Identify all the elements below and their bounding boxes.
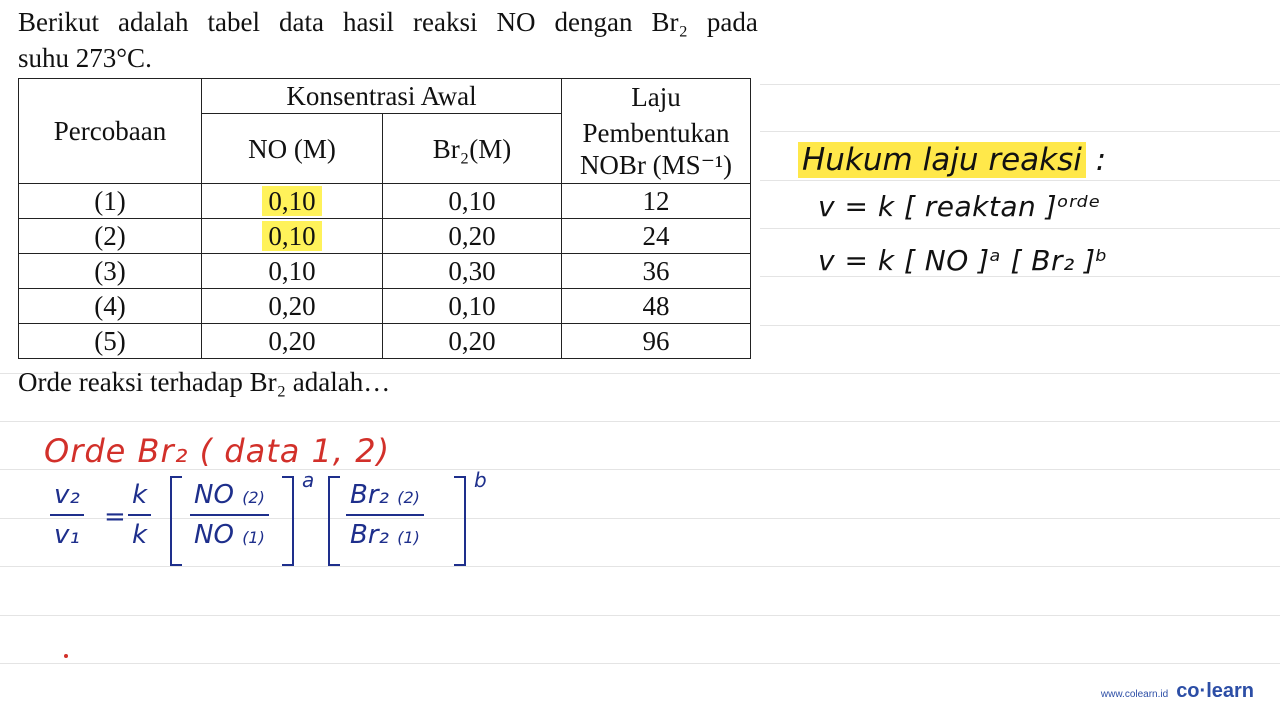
reaction-data-table <box>18 78 751 359</box>
note-equation-2: v = k [ NO ]ᵃ [ Br₂ ]ᵇ <box>818 244 1109 277</box>
note-title-colon: : <box>1095 142 1107 178</box>
question-footer: Orde reaksi terhadap Br₂ adalah… <box>18 367 391 397</box>
cell-rate: 12 <box>562 184 751 219</box>
cell-rate: 96 <box>562 324 751 359</box>
ruled-line <box>0 421 1280 422</box>
brand-url: www.colearn.id <box>1100 689 1169 700</box>
right-bracket <box>282 476 294 566</box>
question-word: Br₂ <box>651 7 688 37</box>
species-no: NO <box>194 480 234 510</box>
table-row <box>19 324 751 359</box>
note-title-text: Hukum laju reaksi <box>798 142 1086 178</box>
header-no: NO (M) <box>202 114 383 184</box>
left-bracket <box>170 476 182 566</box>
table-row <box>19 184 751 219</box>
header-experiment: Percobaan <box>19 79 202 184</box>
table-row <box>19 289 751 324</box>
ruled-line <box>0 566 1280 567</box>
cell-experiment: (4) <box>19 289 202 324</box>
species-br2: Br₂ <box>350 480 389 510</box>
header-initial-concentration: Konsentrasi Awal <box>202 79 562 114</box>
question-word: tabel <box>207 7 260 37</box>
question-word: Berikut <box>18 7 99 37</box>
cell-no <box>202 219 383 254</box>
fraction-numerator: v₂ <box>54 480 80 510</box>
ruled-line <box>760 325 1280 326</box>
ruled-line <box>760 180 1280 181</box>
cell-br2: 0,10 <box>383 289 562 324</box>
cell-experiment: (3) <box>19 254 202 289</box>
cell-no: 0,20 <box>202 324 383 359</box>
fraction-numerator: k <box>132 480 148 510</box>
header-rate-line-2: Pembentukan <box>582 118 730 148</box>
fraction-denominator <box>346 516 424 550</box>
data-index: (1) <box>397 528 420 547</box>
question-line-2: suhu 273°C. <box>18 43 152 73</box>
fraction-denominator: k <box>132 520 148 550</box>
fraction-numerator <box>346 480 424 514</box>
cell-experiment: (5) <box>19 324 202 359</box>
cell-br2: 0,20 <box>383 324 562 359</box>
question-word: hasil <box>342 7 394 37</box>
fraction-k <box>128 480 151 550</box>
species-no: NO <box>194 520 234 550</box>
cell-br2: 0,20 <box>383 219 562 254</box>
header-rate <box>562 79 751 184</box>
question-line-1 <box>18 4 758 40</box>
ruled-line <box>760 84 1280 85</box>
exponent-b: b <box>474 468 487 492</box>
fraction-denominator: v₁ <box>54 520 80 550</box>
ruled-line <box>760 131 1280 132</box>
data-index: (2) <box>242 488 265 507</box>
cell-rate: 36 <box>562 254 751 289</box>
question-word: data <box>278 7 324 37</box>
fraction-br2 <box>346 480 424 550</box>
question-word: pada <box>706 7 758 37</box>
fraction-no <box>190 480 269 550</box>
equals-sign: = <box>104 502 126 532</box>
ink-dot <box>64 654 68 658</box>
ruled-line <box>760 228 1280 229</box>
header-rate-line-1: Laju <box>631 82 681 112</box>
table-row <box>19 254 751 289</box>
cell-no: 0,10 <box>202 254 383 289</box>
left-bracket <box>328 476 340 566</box>
cell-no <box>202 184 383 219</box>
ruled-line <box>0 615 1280 616</box>
cell-no: 0,20 <box>202 289 383 324</box>
brand-logo: co·learn <box>1176 680 1254 702</box>
ruled-line <box>0 663 1280 664</box>
cell-br2: 0,30 <box>383 254 562 289</box>
species-br2: Br₂ <box>350 520 389 550</box>
cell-rate: 24 <box>562 219 751 254</box>
exponent-a: a <box>302 468 315 492</box>
cell-experiment: (2) <box>19 219 202 254</box>
note-order-heading: Orde Br₂ ( data 1, 2) <box>44 432 391 470</box>
note-title <box>798 142 1106 178</box>
cell-br2: 0,10 <box>383 184 562 219</box>
highlighted-value: 0,10 <box>262 186 321 216</box>
data-index: (1) <box>242 528 265 547</box>
question-word: adalah <box>118 7 189 37</box>
header-br2: Br₂(M) <box>383 114 562 184</box>
header-rate-line-3: NOBr (MS⁻¹) <box>579 150 733 180</box>
question-word: NO <box>496 7 536 37</box>
brand-watermark <box>1101 680 1254 703</box>
note-equation-1: v = k [ reaktan ]ᵒʳᵈᵉ <box>818 190 1101 223</box>
fraction-denominator <box>190 516 269 550</box>
question-word: dengan <box>554 7 633 37</box>
table-row <box>19 219 751 254</box>
right-bracket <box>454 476 466 566</box>
fraction-rate <box>50 480 84 550</box>
cell-experiment: (1) <box>19 184 202 219</box>
cell-rate: 48 <box>562 289 751 324</box>
question-word: reaksi <box>413 7 478 37</box>
data-index: (2) <box>397 488 420 507</box>
fraction-numerator <box>190 480 269 514</box>
highlighted-value: 0,10 <box>262 221 321 251</box>
